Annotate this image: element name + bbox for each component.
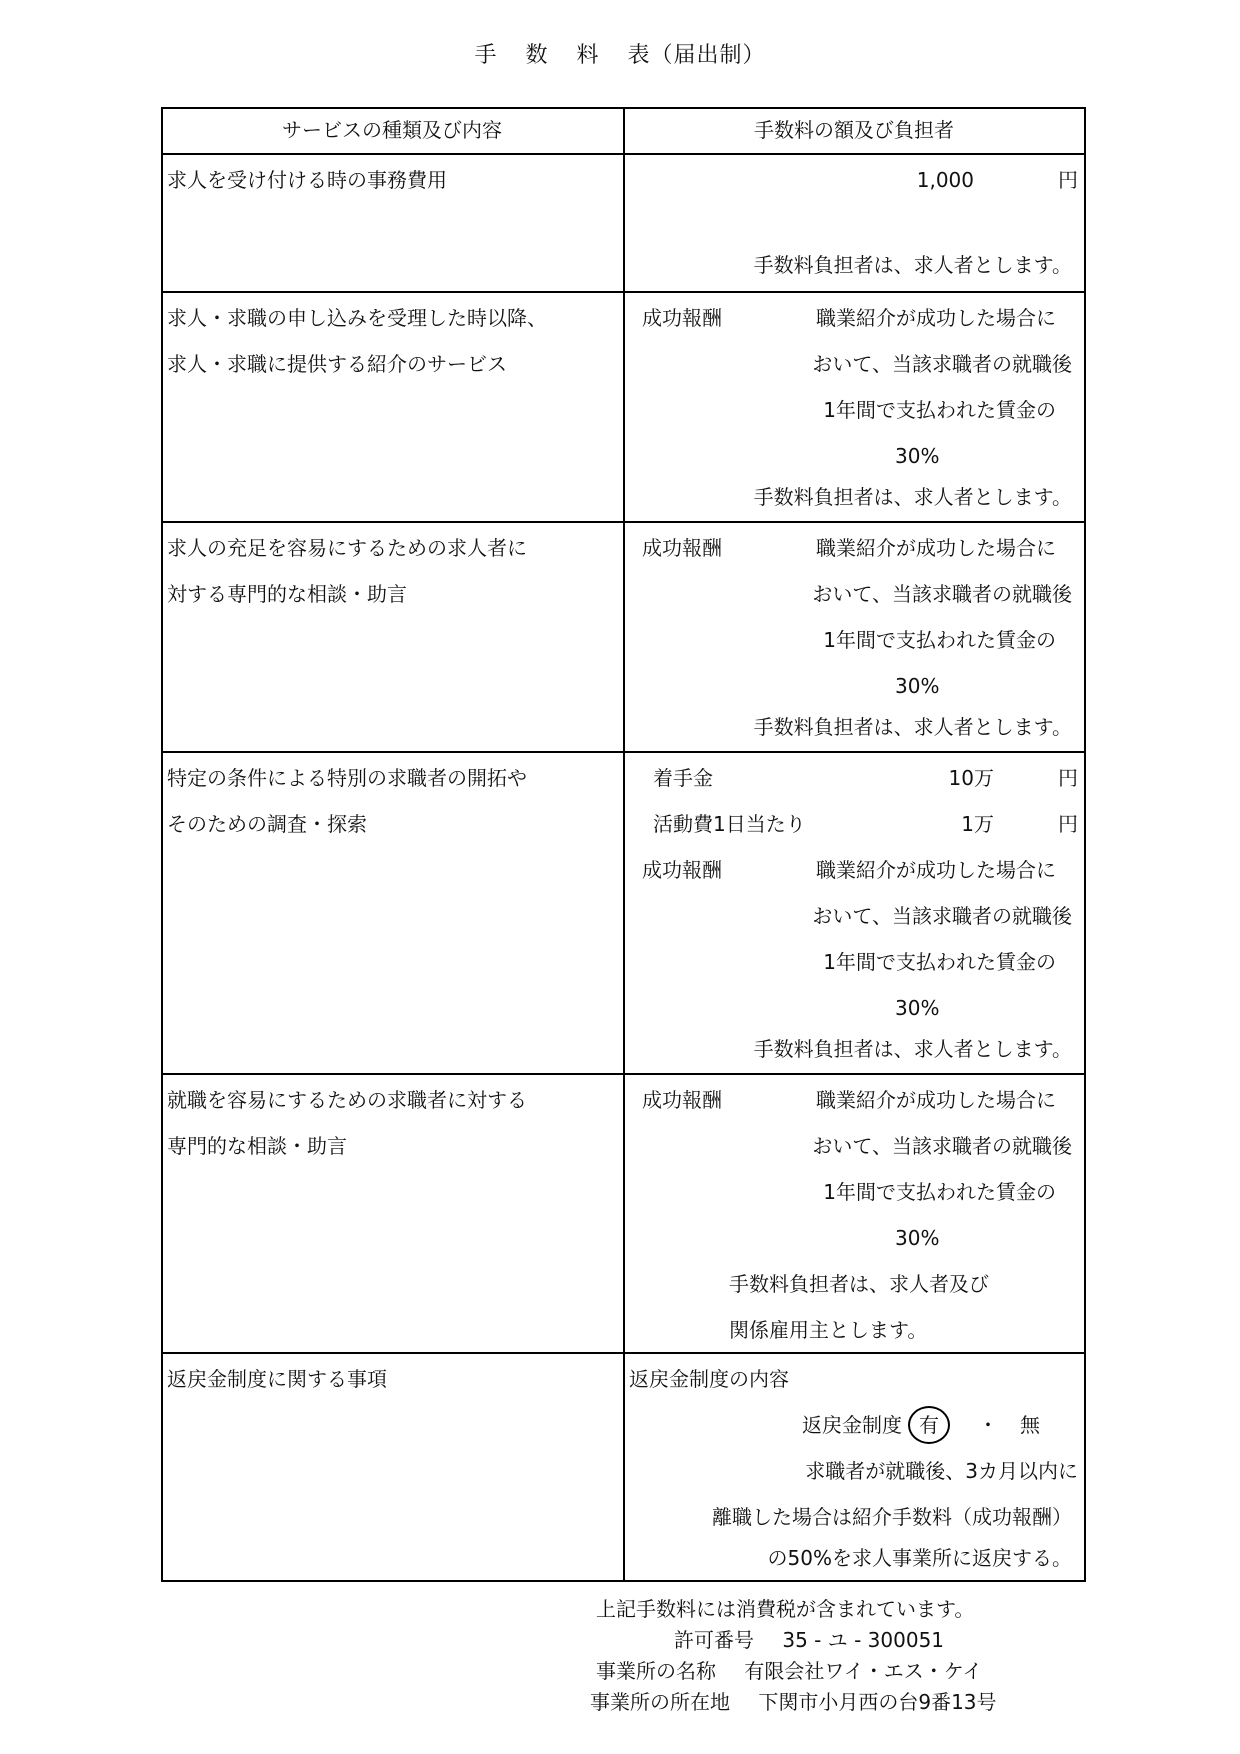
fee-burden: 手数料負担者は、求人者とします。 [753,485,1072,509]
fee-item-unit: 円 [1058,766,1078,790]
fee-line: 職業紹介が成功した場合に [816,306,1056,330]
fee-item-label: 着手金 [653,766,713,790]
fee-line: 1年間で支払われた賃金の [823,950,1056,974]
fee-line: の50%を求人事業所に返戻する。 [767,1546,1072,1570]
fee-line: おいて、当該求職者の就職後 [812,1134,1072,1158]
fee-item-amount: 10万 [948,766,994,790]
service-text: 返戻金制度に関する事項 [167,1367,387,1391]
service-text: 求人を受け付ける時の事務費用 [167,168,447,192]
document-title: 手 数 料 表（届出制） [474,43,766,68]
fee-item-label: 活動費1日当たり [653,812,806,836]
service-text: 求人・求職に提供する紹介のサービス [167,352,507,376]
fee-line: 職業紹介が成功した場合に [816,858,1056,882]
fee-heading: 返戻金制度の内容 [629,1367,789,1391]
fee-line: おいて、当該求職者の就職後 [812,352,1072,376]
fee-line: 30% [895,444,940,468]
fee-line: 離職した場合は紹介手数料（成功報酬） [712,1505,1072,1529]
fee-line: おいて、当該求職者の就職後 [812,582,1072,606]
company-address: 下関市小月西の台9番13号 [758,1690,997,1714]
license-line [674,1625,944,1656]
table-border-right [1084,107,1086,1582]
service-text: 対する専門的な相談・助言 [167,582,407,606]
refund-system-label: 返戻金制度 [802,1413,902,1437]
fee-item-amount: 1万 [961,812,994,836]
service-text: 求人の充足を容易にするための求人者に [167,536,527,560]
header-service: サービスの種類及び内容 [282,118,502,142]
fee-line: 求職者が就職後、3カ月以内に [805,1459,1078,1483]
fee-line: おいて、当該求職者の就職後 [812,904,1072,928]
fee-label: 成功報酬 [642,306,722,330]
company-name-line [596,1656,982,1687]
fee-burden: 手数料負担者は、求人者とします。 [753,1037,1072,1061]
company-name: 有限会社ワイ・エス・ケイ [744,1659,983,1683]
fee-line: 職業紹介が成功した場合に [816,1088,1056,1112]
fee-line: 1年間で支払われた賃金の [823,398,1056,422]
company-name-label: 事業所の名称 [596,1659,716,1683]
service-text: 就職を容易にするための求職者に対する [167,1088,527,1112]
tax-note: 上記手数料には消費税が含まれています。 [596,1597,975,1621]
fee-table [161,107,1086,1582]
refund-system-line [802,1402,1040,1448]
table-border-left [161,107,163,1582]
fee-burden: 手数料負担者は、求人者とします。 [753,253,1072,277]
option-no: 無 [1020,1413,1040,1437]
fee-burden: 手数料負担者は、求人者とします。 [753,715,1072,739]
fee-amount: 1,000 [916,168,974,192]
fee-burden: 手数料負担者は、求人者及び [729,1272,989,1296]
fee-item-unit: 円 [1058,812,1078,836]
service-text: そのための調査・探索 [167,812,367,836]
fee-label: 成功報酬 [642,1088,722,1112]
fee-label: 成功報酬 [642,536,722,560]
fee-line: 職業紹介が成功した場合に [816,536,1056,560]
option-separator: ・ [978,1413,998,1437]
service-text: 専門的な相談・助言 [167,1134,347,1158]
license-number: 35 - ユ - 300051 [782,1628,945,1652]
fee-line: 30% [895,1226,940,1250]
option-yes-circled: 有 [908,1406,950,1444]
fee-unit: 円 [1058,168,1078,192]
license-label: 許可番号 [674,1628,754,1652]
fee-burden: 関係雇用主とします。 [729,1318,928,1342]
fee-line: 1年間で支払われた賃金の [823,1180,1056,1204]
service-text: 特定の条件による特別の求職者の開拓や [167,766,527,790]
fee-line: 30% [895,996,940,1020]
company-address-line [590,1687,997,1718]
fee-line: 30% [895,674,940,698]
column-divider [623,107,625,1582]
service-text: 求人・求職の申し込みを受理した時以降、 [167,306,547,330]
fee-line: 1年間で支払われた賃金の [823,628,1056,652]
header-fee: 手数料の額及び負担者 [754,118,954,142]
company-address-label: 事業所の所在地 [590,1690,730,1714]
fee-label: 成功報酬 [642,858,722,882]
